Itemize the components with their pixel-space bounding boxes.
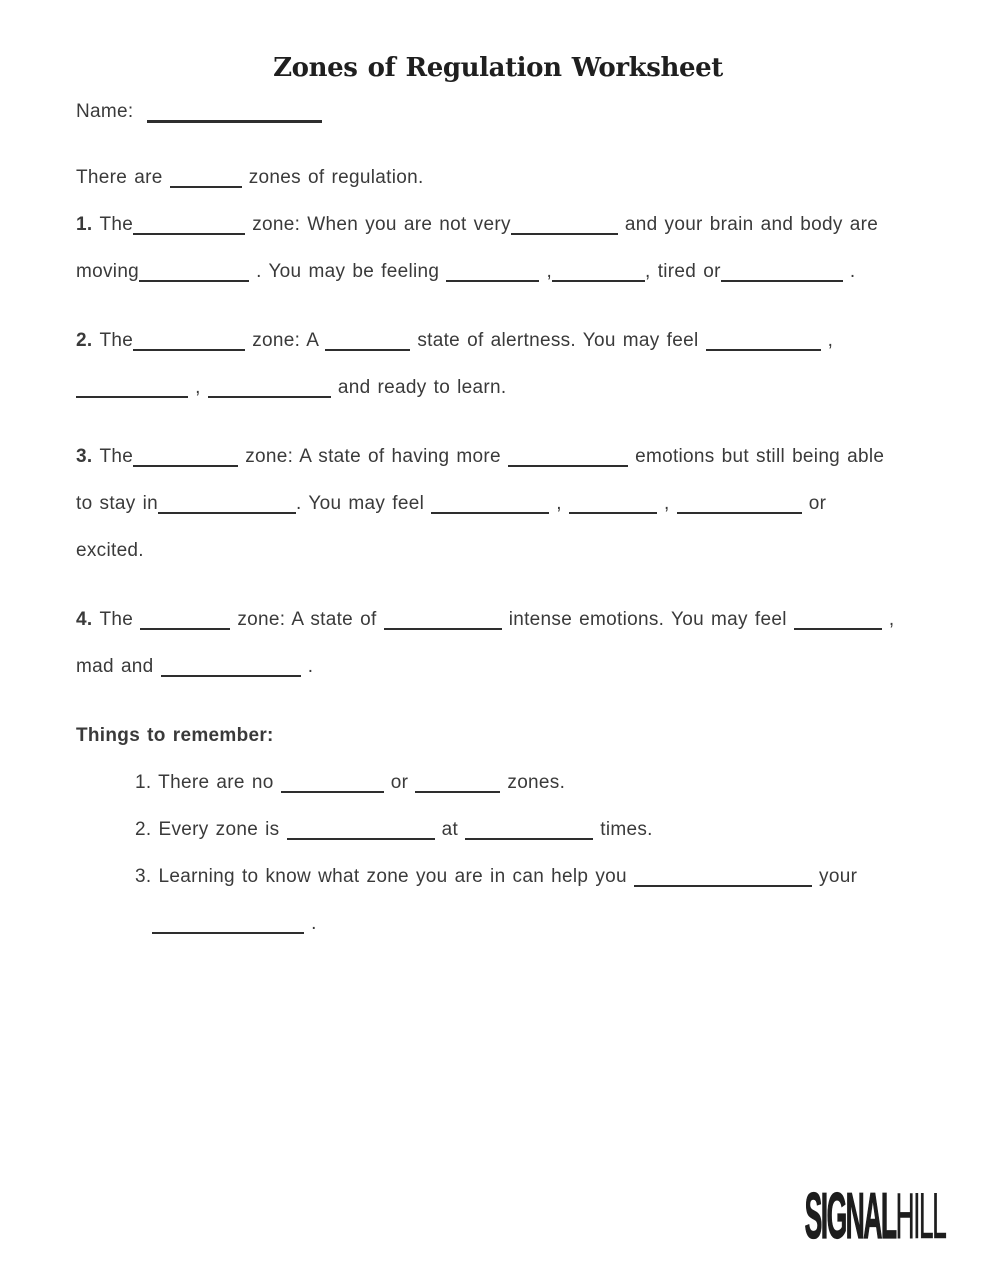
fill-in-blank-line xyxy=(133,348,245,351)
text-segment: zones. xyxy=(500,772,566,793)
fill-in-blank-line xyxy=(721,279,843,282)
text-segment: or xyxy=(801,493,827,514)
text-segment: , xyxy=(656,493,677,514)
text-segment: zone: When you are not very xyxy=(245,214,511,235)
text-segment: There are xyxy=(76,167,170,188)
fill-in-blank-line xyxy=(140,627,230,630)
text-segment: and your brain and body are xyxy=(617,214,879,235)
text-segment: or xyxy=(383,772,416,793)
worksheet-paragraphs xyxy=(76,201,920,690)
text-line xyxy=(76,480,920,527)
item-number: 4. xyxy=(76,609,100,630)
text-line xyxy=(76,317,920,364)
worksheet-paragraph xyxy=(76,433,920,574)
text-segment: , xyxy=(881,609,895,630)
fill-in-blank-line xyxy=(281,790,384,793)
text-segment: 3. Learning to know what zone you are in can help you xyxy=(135,866,634,887)
text-line xyxy=(76,201,920,248)
text-line xyxy=(76,643,920,690)
text-segment: 2. Every zone is xyxy=(135,819,287,840)
reminders-list xyxy=(76,759,920,947)
text-line xyxy=(135,853,920,900)
text-line xyxy=(76,527,920,574)
item-number: 1. xyxy=(76,214,100,235)
text-line xyxy=(135,900,920,947)
text-segment: , tired or xyxy=(645,261,721,282)
logo-text-hill: HILL xyxy=(895,1180,945,1254)
item-number: 2. xyxy=(76,330,100,351)
text-line xyxy=(76,248,920,295)
worksheet-paragraph xyxy=(76,317,920,411)
indent-spacer xyxy=(135,928,152,929)
signalhill-logo xyxy=(804,1181,945,1255)
name-field-row xyxy=(76,98,920,126)
text-segment: . You may be feeling xyxy=(249,261,447,282)
text-segment: at xyxy=(434,819,466,840)
text-segment: zone: A state of having more xyxy=(238,446,508,467)
text-segment: state of alertness. You may feel xyxy=(410,330,706,351)
page-title: Zones of Regulation Worksheet xyxy=(273,53,723,83)
reminders-section xyxy=(76,712,920,947)
fill-in-blank-line xyxy=(465,837,593,840)
text-segment: excited. xyxy=(76,540,144,561)
worksheet-paragraph xyxy=(76,596,920,690)
fill-in-blank-line xyxy=(325,348,410,351)
fill-in-blank-line xyxy=(208,395,331,398)
text-segment: . xyxy=(304,913,317,934)
fill-in-blank-line xyxy=(415,790,500,793)
fill-in-blank-line xyxy=(158,511,296,514)
text-line xyxy=(76,433,920,480)
text-line xyxy=(76,364,920,411)
text-segment: . xyxy=(300,656,314,677)
text-segment: 1. There are no xyxy=(135,772,281,793)
fill-in-blank-line xyxy=(152,931,304,934)
text-segment: intense emotions. You may feel xyxy=(501,609,794,630)
text-line xyxy=(76,596,920,643)
text-segment: The xyxy=(99,446,134,467)
reminder-item xyxy=(135,759,920,806)
worksheet-paragraph xyxy=(76,201,920,295)
text-segment: and ready to learn. xyxy=(330,377,507,398)
fill-in-blank-line xyxy=(161,674,301,677)
fill-in-blank-line xyxy=(677,511,802,514)
text-line xyxy=(135,759,920,806)
reminder-item xyxy=(135,806,920,853)
fill-in-blank-line xyxy=(552,279,645,282)
name-label: Name: xyxy=(76,101,134,122)
text-segment: , xyxy=(188,377,208,398)
text-segment: zones of regulation. xyxy=(241,167,424,188)
text-segment: , xyxy=(820,330,834,351)
text-line xyxy=(76,154,920,201)
fill-in-blank-line xyxy=(139,279,249,282)
fill-in-blank-line xyxy=(133,232,245,235)
text-segment: moving xyxy=(76,261,140,282)
text-segment: mad and xyxy=(76,656,161,677)
fill-in-blank-line xyxy=(508,464,628,467)
fill-in-blank-line xyxy=(76,395,188,398)
text-segment: your xyxy=(811,866,858,887)
item-number: 3. xyxy=(76,446,100,467)
fill-in-blank-line xyxy=(569,511,657,514)
text-segment: times. xyxy=(593,819,653,840)
text-segment: The xyxy=(99,330,134,351)
fill-in-blank-line xyxy=(133,464,238,467)
text-segment: , xyxy=(539,261,553,282)
fill-in-blank-line xyxy=(446,279,539,282)
fill-in-blank-line xyxy=(170,185,242,188)
logo-text-signal: SIGNAL xyxy=(804,1180,896,1254)
fill-in-blank-line xyxy=(634,884,812,887)
name-blank-line xyxy=(147,119,322,123)
text-segment: , xyxy=(549,493,569,514)
text-segment: to stay in xyxy=(76,493,159,514)
text-segment: zone: A xyxy=(245,330,326,351)
fill-in-blank-line xyxy=(287,837,435,840)
fill-in-blank-line xyxy=(384,627,502,630)
text-segment: emotions but still being able xyxy=(628,446,885,467)
fill-in-blank-line xyxy=(511,232,618,235)
text-segment: zone: A state of xyxy=(230,609,384,630)
text-segment: . xyxy=(842,261,856,282)
fill-in-blank-line xyxy=(431,511,549,514)
text-segment: The xyxy=(99,609,141,630)
text-line xyxy=(135,806,920,853)
reminders-heading: Things to remember: xyxy=(76,725,274,746)
text-segment: . You may feel xyxy=(296,493,432,514)
text-segment: The xyxy=(99,214,134,235)
intro-sentence xyxy=(76,154,920,201)
fill-in-blank-line xyxy=(794,627,882,630)
reminder-item xyxy=(135,853,920,947)
fill-in-blank-line xyxy=(706,348,821,351)
